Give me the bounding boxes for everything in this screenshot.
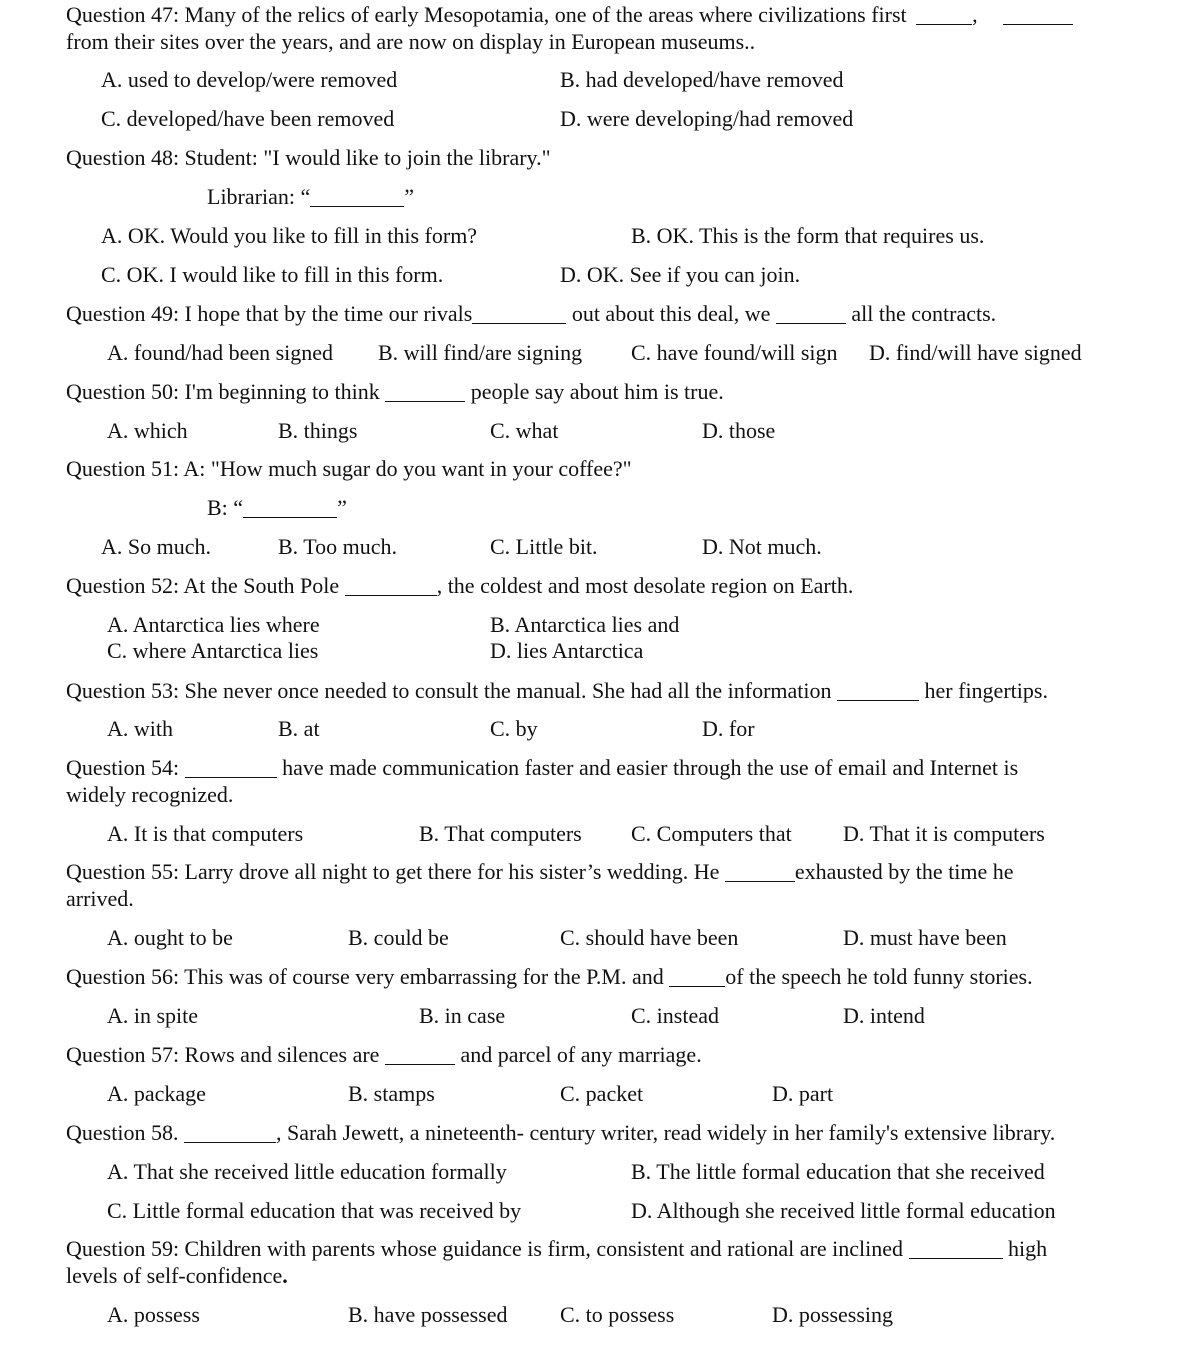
q57-option-d[interactable]: D. part xyxy=(772,1081,834,1106)
q59-option-d[interactable]: D. possessing xyxy=(772,1302,894,1327)
q52-stem: Question 52: At the South Pole , the coldest and most desolate region on Earth. xyxy=(66,573,854,598)
q48-blank[interactable] xyxy=(310,206,404,207)
q50-option-a[interactable]: A. which xyxy=(107,418,188,443)
q57-option-a[interactable]: A. package xyxy=(107,1081,206,1106)
q58-option-c[interactable]: C. Little formal education that was received by xyxy=(107,1198,522,1223)
q52-option-a[interactable]: A. Antarctica lies where xyxy=(107,612,320,637)
q57-stem: Question 57: Rows and silences are and parcel of any marriage. xyxy=(66,1042,702,1067)
q59-option-b[interactable]: B. have possessed xyxy=(348,1302,508,1327)
q50-option-d[interactable]: D. those xyxy=(702,418,776,443)
q49-option-b[interactable]: B. will find/are signing xyxy=(378,340,583,365)
q55-option-d[interactable]: D. must have been xyxy=(843,925,1007,950)
q54-blank[interactable] xyxy=(185,777,277,778)
q48-option-a[interactable]: A. OK. Would you like to fill in this form? xyxy=(101,223,478,248)
q52-blank[interactable] xyxy=(345,595,437,596)
q52-option-c[interactable]: C. where Antarctica lies xyxy=(107,638,319,663)
q56-blank[interactable] xyxy=(669,986,725,987)
q47-option-a[interactable]: A. used to develop/were removed xyxy=(101,67,398,92)
q58-stem: Question 58. , Sarah Jewett, a nineteenth- century writer, read widely in her family's extensive library. xyxy=(66,1120,1056,1145)
q59-stem-line1: Question 59: Children with parents whose guidance is firm, consistent and rational are inclined high xyxy=(66,1236,1048,1261)
q57-option-b[interactable]: B. stamps xyxy=(348,1081,435,1106)
q51-option-d[interactable]: D. Not much. xyxy=(702,534,822,559)
q50-stem: Question 50: I'm beginning to think people say about him is true. xyxy=(66,379,724,404)
q48-option-d[interactable]: D. OK. See if you can join. xyxy=(560,262,801,287)
q57-option-c[interactable]: C. packet xyxy=(560,1081,644,1106)
q51-option-a[interactable]: A. So much. xyxy=(101,534,211,559)
q51-stem: Question 51: A: "How much sugar do you want in your coffee?" xyxy=(66,456,632,481)
q51-reply-line: B: “ ” xyxy=(207,495,347,520)
q55-stem-line2: arrived. xyxy=(66,886,134,911)
q53-stem: Question 53: She never once needed to consult the manual. She had all the information her fingertips. xyxy=(66,678,1048,703)
q53-option-a[interactable]: A. with xyxy=(107,716,173,741)
q52-option-b[interactable]: B. Antarctica lies and xyxy=(490,612,680,637)
q47-blank-2[interactable] xyxy=(1003,24,1073,25)
q56-stem: Question 56: This was of course very embarrassing for the P.M. and of the speech he told funny stories. xyxy=(66,964,1033,989)
q47-option-b[interactable]: B. had developed/have removed xyxy=(560,67,844,92)
q51-option-c[interactable]: C. Little bit. xyxy=(490,534,598,559)
q49-option-d[interactable]: D. find/will have signed xyxy=(869,340,1082,365)
q54-stem-line2: widely recognized. xyxy=(66,782,234,807)
q50-option-c[interactable]: C. what xyxy=(490,418,559,443)
q48-stem: Question 48: Student: "I would like to join the library." xyxy=(66,145,551,170)
q58-option-a[interactable]: A. That she received little education formally xyxy=(107,1159,507,1184)
q49-blank-2[interactable] xyxy=(776,323,846,324)
q55-option-c[interactable]: C. should have been xyxy=(560,925,739,950)
q53-blank[interactable] xyxy=(837,700,919,701)
q54-option-c[interactable]: C. Computers that xyxy=(631,821,792,846)
q47-option-d[interactable]: D. were developing/had removed xyxy=(560,106,854,131)
q55-option-a[interactable]: A. ought to be xyxy=(107,925,233,950)
q56-option-b[interactable]: B. in case xyxy=(419,1003,506,1028)
q51-option-b[interactable]: B. Too much. xyxy=(278,534,398,559)
q54-stem-line1: Question 54: have made communication faster and easier through the use of email and Internet is xyxy=(66,755,1019,780)
q54-option-b[interactable]: B. That computers xyxy=(419,821,582,846)
q49-blank-1[interactable] xyxy=(472,323,566,324)
q47-blank-1[interactable] xyxy=(916,24,972,25)
q48-option-b[interactable]: B. OK. This is the form that requires us. xyxy=(631,223,985,248)
q53-option-d[interactable]: D. for xyxy=(702,716,755,741)
q57-blank[interactable] xyxy=(385,1064,455,1065)
q49-stem: Question 49: I hope that by the time our rivals out about this deal, we all the contracts. xyxy=(66,301,997,326)
q55-stem-line1: Question 55: Larry drove all night to get there for his sister’s wedding. He exhausted by the time he xyxy=(66,859,1014,884)
q53-option-c[interactable]: C. by xyxy=(490,716,538,741)
q59-option-a[interactable]: A. possess xyxy=(107,1302,200,1327)
q53-option-b[interactable]: B. at xyxy=(278,716,320,741)
q59-option-c[interactable]: C. to possess xyxy=(560,1302,675,1327)
q54-option-d[interactable]: D. That it is computers xyxy=(843,821,1045,846)
q51-blank[interactable] xyxy=(243,517,337,518)
q58-option-d[interactable]: D. Although she received little formal education xyxy=(631,1198,1056,1223)
q48-option-c[interactable]: C. OK. I would like to fill in this form. xyxy=(101,262,444,287)
q55-blank[interactable] xyxy=(725,881,795,882)
q59-blank[interactable] xyxy=(909,1258,1003,1259)
q56-option-c[interactable]: C. instead xyxy=(631,1003,719,1028)
q59-stem-line2: levels of self-confidence. xyxy=(66,1263,288,1288)
q50-blank[interactable] xyxy=(385,401,465,402)
q47-stem-line1: Question 47: Many of the relics of early Mesopotamia, one of the areas where civilizations first , xyxy=(66,2,1073,28)
q49-option-a[interactable]: A. found/had been signed xyxy=(107,340,334,365)
q49-option-c[interactable]: C. have found/will sign xyxy=(631,340,838,365)
q50-option-b[interactable]: B. things xyxy=(278,418,358,443)
q56-option-a[interactable]: A. in spite xyxy=(107,1003,199,1028)
q54-option-a[interactable]: A. It is that computers xyxy=(107,821,304,846)
q58-option-b[interactable]: B. The little formal education that she received xyxy=(631,1159,1045,1184)
q48-librarian-line: Librarian: “ ” xyxy=(207,184,414,209)
q47-stem-line2: from their sites over the years, and are now on display in European museums.. xyxy=(66,29,756,54)
q58-blank[interactable] xyxy=(184,1142,276,1143)
q52-option-d[interactable]: D. lies Antarctica xyxy=(490,638,644,663)
q56-option-d[interactable]: D. intend xyxy=(843,1003,925,1028)
q55-option-b[interactable]: B. could be xyxy=(348,925,449,950)
q47-option-c[interactable]: C. developed/have been removed xyxy=(101,106,395,131)
